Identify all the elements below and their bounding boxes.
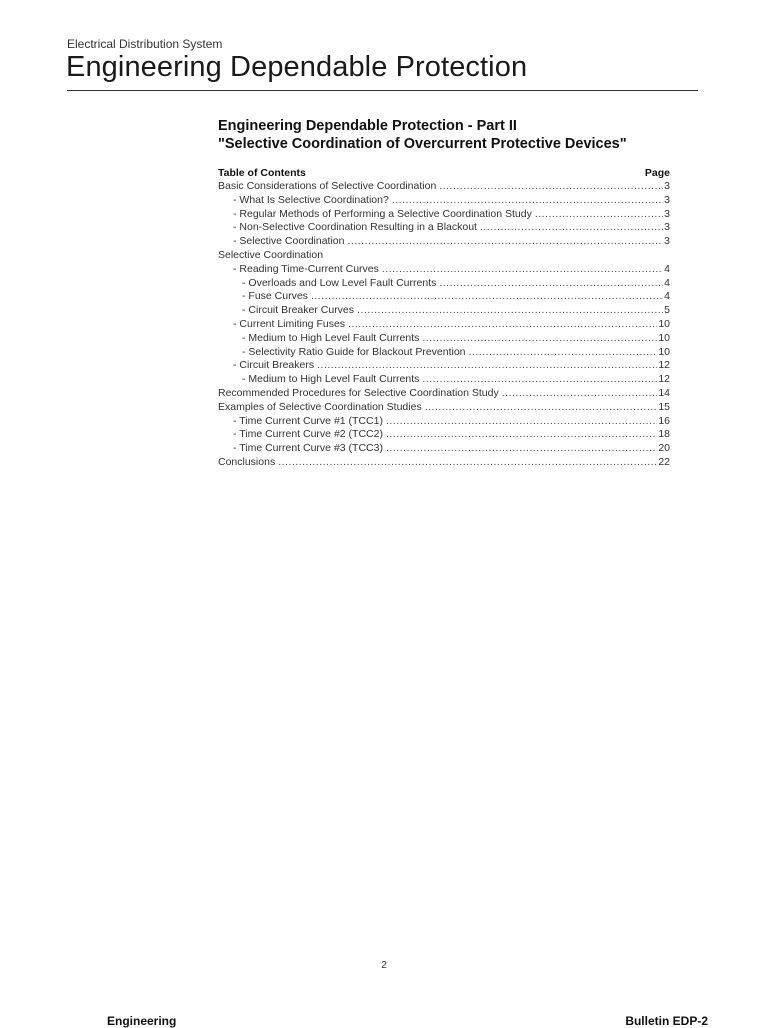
section-label: Electrical Distribution System (67, 37, 223, 51)
toc-entry-label: - Time Current Curve #2 (TCC2) (233, 428, 383, 441)
toc-leader-dots (392, 194, 663, 208)
toc-leader-dots (439, 277, 663, 291)
toc-entry (218, 346, 670, 360)
toc-leader-dots (311, 290, 663, 304)
toc-entry-label: - Overloads and Low Level Fault Currents (242, 276, 437, 289)
toc-entry (218, 401, 670, 415)
toc-entry-page: 15 (658, 400, 670, 413)
toc-leader-dots (317, 359, 657, 373)
document-title (218, 117, 678, 153)
toc-entry (218, 208, 670, 222)
document-title-line-1: Engineering Dependable Protection - Part II (218, 118, 517, 134)
toc-leader-dots (439, 180, 663, 194)
toc-leader-dots (278, 456, 657, 470)
toc-leader-dots (425, 401, 658, 415)
toc-entry-page: 3 (664, 235, 670, 248)
toc-entry (218, 263, 670, 277)
toc-leader-dots (347, 235, 663, 249)
header-divider (67, 90, 698, 91)
toc-entry-page: 18 (658, 428, 670, 441)
table-of-contents (218, 166, 670, 470)
toc-entry-label: - Regular Methods of Performing a Selective Coordination Study (233, 207, 532, 220)
toc-entry (218, 428, 670, 442)
toc-entry (218, 249, 670, 263)
toc-leader-dots (357, 304, 663, 318)
toc-list (218, 180, 670, 470)
toc-entry (218, 290, 670, 304)
toc-entry-label: - Time Current Curve #1 (TCC1) (233, 414, 383, 427)
toc-entry-page: 3 (664, 221, 670, 234)
toc-entry (218, 304, 670, 318)
page-title: Engineering Dependable Protection (66, 51, 528, 83)
toc-heading: Table of Contents (218, 167, 306, 179)
toc-entry-label: Conclusions (218, 455, 276, 468)
toc-entry-page: 4 (664, 262, 670, 275)
toc-entry-page: 16 (658, 414, 670, 427)
toc-entry (218, 442, 670, 456)
toc-entry-label: - Current Limiting Fuses (233, 317, 346, 330)
toc-leader-dots (502, 387, 658, 401)
toc-entry-page: 10 (658, 331, 670, 344)
toc-page-heading: Page (644, 167, 670, 179)
toc-entry-label: Examples of Selective Coordination Studies (218, 400, 422, 413)
toc-leader-dots (386, 428, 657, 442)
toc-leader-dots (469, 346, 658, 360)
toc-entry-page: 12 (658, 373, 670, 386)
toc-entry (218, 318, 670, 332)
toc-leader-dots (422, 332, 657, 346)
toc-entry-label: Selective Coordination (218, 248, 324, 261)
toc-entry-label: - Medium to High Level Fault Currents (242, 373, 420, 386)
toc-entry (218, 415, 670, 429)
toc-leader-dots (386, 415, 657, 429)
toc-header (218, 166, 670, 180)
toc-entry (218, 373, 670, 387)
toc-entry (218, 221, 670, 235)
toc-entry-label: Recommended Procedures for Selective Coordination Study (218, 386, 499, 399)
toc-entry (218, 277, 670, 291)
toc-entry-label: - What Is Selective Coordination? (233, 193, 389, 206)
toc-entry-label: - Reading Time-Current Curves (233, 262, 379, 275)
document-title-line-2: "Selective Coordination of Overcurrent Protective Devices" (218, 136, 627, 152)
toc-entry-label: - Time Current Curve #3 (TCC3) (233, 442, 383, 455)
toc-leader-dots (382, 263, 663, 277)
toc-entry-label: - Circuit Breakers (233, 359, 315, 372)
toc-entry (218, 180, 670, 194)
toc-entry-page: 3 (664, 180, 670, 192)
toc-entry-label: - Circuit Breaker Curves (242, 304, 355, 317)
toc-entry-label: Basic Considerations of Selective Coordination (218, 180, 437, 192)
toc-entry (218, 456, 670, 470)
toc-entry-label: - Medium to High Level Fault Currents (242, 331, 420, 344)
toc-entry (218, 194, 670, 208)
toc-entry-page: 14 (658, 386, 670, 399)
toc-entry-page: 4 (664, 290, 670, 303)
toc-leader-dots (480, 221, 663, 235)
toc-leader-dots (386, 442, 657, 456)
toc-entry-page: 10 (658, 345, 670, 358)
toc-entry (218, 387, 670, 401)
toc-entry-page: 20 (658, 442, 670, 455)
toc-entry-page: 3 (664, 207, 670, 220)
toc-entry-page: 4 (664, 276, 670, 289)
toc-entry-label: - Fuse Curves (242, 290, 308, 303)
toc-entry-page: 22 (658, 455, 670, 468)
page-number: 2 (381, 960, 387, 971)
toc-entry (218, 332, 670, 346)
toc-entry (218, 235, 670, 249)
toc-entry-page: 3 (664, 193, 670, 206)
toc-entry-page: 12 (658, 359, 670, 372)
toc-entry-page: 5 (664, 304, 670, 317)
footer-right-text: Bulletin EDP-2 (625, 1014, 708, 1028)
footer-left-text: Engineering (107, 1014, 177, 1028)
toc-entry-page: 10 (658, 317, 670, 330)
toc-leader-dots (348, 318, 657, 332)
toc-leader-dots (535, 208, 663, 222)
toc-entry (218, 359, 670, 373)
toc-leader-dots (422, 373, 657, 387)
toc-entry-label: - Non-Selective Coordination Resulting in a Blackout (233, 221, 477, 234)
toc-entry-label: - Selective Coordination (233, 235, 345, 248)
toc-entry-label: - Selectivity Ratio Guide for Blackout Prevention (242, 345, 466, 358)
